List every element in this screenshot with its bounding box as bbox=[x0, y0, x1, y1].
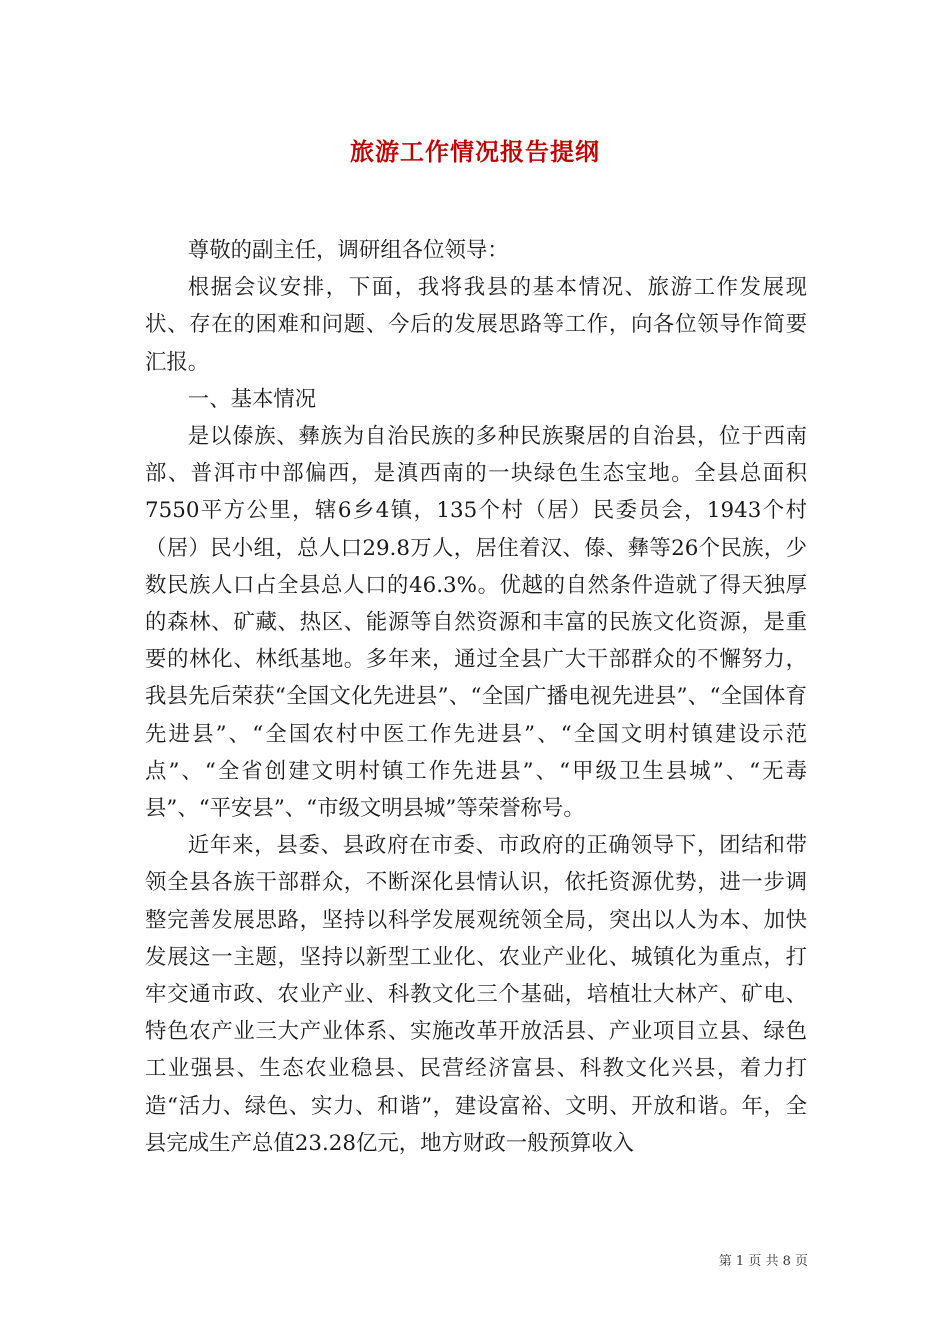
greeting-line: 尊敬的副主任，调研组各位领导： bbox=[187, 238, 509, 263]
document-body bbox=[145, 232, 807, 1162]
document-title: 旅游工作情况报告提纲 bbox=[350, 137, 600, 166]
recent-years-paragraph: 近年来，县委、县政府在市委、市政府的正确领导下，团结和带领全县各族干部群众，不断深化县情认识，依托资源优势，进一步调整完善发展思路，坚持以科学发展观统领全局，突出以人为本、加快发展这一主题，坚持以新型工业化、农业产业化、城镇化为重点，打牢交通市政、农业产业、科教文化三个基础，培植壮大林产、矿电、特色农产业三大产业体系、实施改革开放活县、产业项目立县、绿色工业强县、生态农业稳县、民营经济富县、科教文化兴县，着力打造“活力、绿色、实力、和谐”，建设富裕、文明、开放和谐。年，全县完成生产总值23.28亿元，地方财政一般预算收入 bbox=[145, 833, 807, 1156]
intro-paragraph: 根据会议安排，下面，我将我县的基本情况、旅游工作发展现状、存在的困难和问题、今后的发展思路等工作，向各位领导作简要汇报。 bbox=[145, 275, 807, 375]
section-heading-basic-info: 一、基本情况 bbox=[187, 386, 317, 412]
basic-info-paragraph: 是以傣族、彝族为自治民族的多种民族聚居的自治县，位于西南部、普洱市中部偏西，是滇西南的一块绿色生态宝地。全县总面积7550平方公里，辖6乡4镇，135个村（居）民委员会，1943个村（居）民小组，总人口29.8万人，居住着汉、傣、彝等26个民族，少数民族人口占全县总人口的46.3%。优越的自然条件造就了得天独厚的森林、矿藏、热区、能源等自然资源和丰富的民族文化资源，是重要的林化、林纸基地。多年来，通过全县广大干部群众的不懈努力，我县先后荣获“全国文化先进县”、“全国广播电视先进县”、“全国体育先进县”、“全国农村中医工作先进县”、“全国文明村镇建设示范点”、“全省创建文明村镇工作先进县”、“甲级卫生县城”、“无毒县”、“平安县”、“市级文明县城”等荣誉称号。 bbox=[145, 424, 807, 822]
page-number-footer: 第 1 页 共 8 页 bbox=[718, 1254, 808, 1269]
